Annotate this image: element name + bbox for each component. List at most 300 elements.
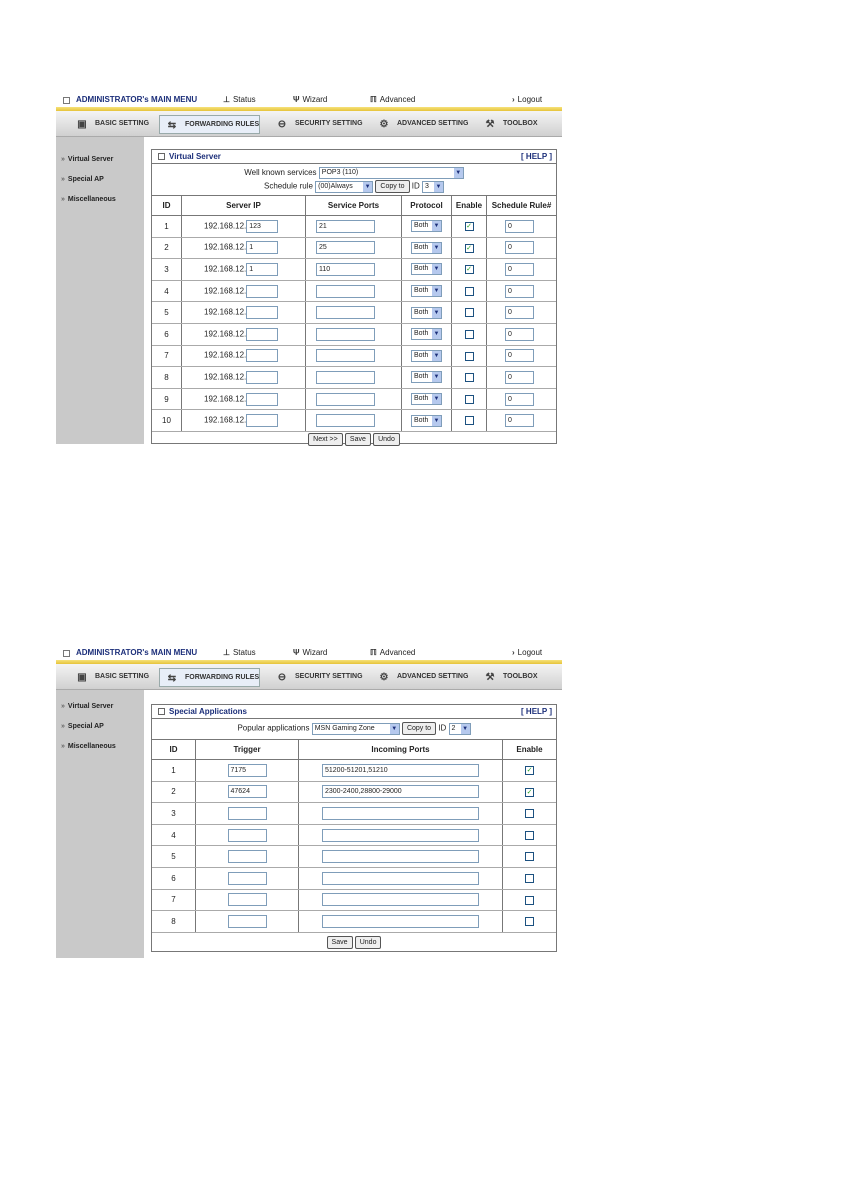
status-icon: ⊥ bbox=[223, 648, 230, 657]
protocol-cell bbox=[402, 302, 452, 324]
table-row bbox=[152, 760, 556, 782]
server-ip-cell bbox=[182, 345, 306, 367]
top-menu-bar bbox=[56, 93, 562, 107]
well-known-label: Well known services bbox=[244, 168, 317, 178]
table-row bbox=[152, 323, 556, 345]
help-link[interactable]: [ HELP ] bbox=[521, 152, 552, 161]
enable-checkbox[interactable]: ✓ bbox=[526, 766, 533, 774]
forwarding-icon: ⇆ bbox=[167, 120, 177, 132]
table-header-row bbox=[152, 196, 556, 216]
id-select[interactable]: 3 ▼ bbox=[422, 181, 444, 193]
server-ip-input[interactable]: 1 bbox=[246, 241, 278, 254]
trigger-cell bbox=[196, 803, 299, 825]
row-id: 3 bbox=[152, 259, 182, 281]
tab-basic-setting[interactable]: ▣ BASIC SETTING bbox=[70, 115, 149, 132]
sidebar-item-special-ap[interactable]: » Special AP bbox=[61, 723, 104, 730]
incoming-ports-cell bbox=[299, 846, 503, 868]
table-row bbox=[152, 410, 556, 432]
server-ip-input[interactable]: 1 bbox=[246, 263, 278, 276]
schedule-rule-input[interactable]: 0 bbox=[505, 349, 534, 362]
col-server-ip: Server IP bbox=[182, 196, 306, 216]
row-id: 1 bbox=[152, 216, 182, 238]
protocol-cell bbox=[402, 280, 452, 302]
row-id: 9 bbox=[152, 388, 182, 410]
service-ports-cell bbox=[306, 345, 402, 367]
server-ip-input[interactable]: 123 bbox=[246, 220, 278, 233]
service-ports-cell bbox=[306, 367, 402, 389]
table-row bbox=[152, 367, 556, 389]
protocol-select[interactable]: Both ▼ bbox=[411, 328, 442, 340]
protocol-select[interactable]: Both ▼ bbox=[411, 285, 442, 297]
tab-bar bbox=[56, 664, 562, 690]
panel-title: Special Applications bbox=[169, 707, 247, 716]
schedule-rule-cell bbox=[487, 259, 557, 281]
id-label: ID bbox=[438, 723, 447, 733]
ip-prefix: 192.168.12. bbox=[204, 329, 247, 339]
header-square-icon bbox=[158, 708, 165, 715]
trigger-input[interactable] bbox=[228, 872, 267, 885]
well-known-select[interactable]: POP3 (110) ▼ bbox=[319, 167, 464, 179]
protocol-select[interactable]: Both ▼ bbox=[411, 350, 442, 362]
trigger-cell bbox=[196, 824, 299, 846]
enable-cell bbox=[503, 889, 557, 911]
trigger-input[interactable] bbox=[228, 915, 267, 928]
tab-forwarding-rules[interactable]: ⇆ FORWARDING RULES bbox=[159, 115, 260, 134]
service-ports-input[interactable] bbox=[316, 328, 375, 341]
service-ports-input[interactable] bbox=[316, 306, 375, 319]
wizard-link[interactable]: Ψ Wizard bbox=[293, 95, 328, 104]
popular-apps-row bbox=[152, 719, 556, 739]
tab-security-setting[interactable]: ⊖ SECURITY SETTING bbox=[270, 668, 363, 685]
sidebar bbox=[56, 137, 144, 444]
ip-prefix: 192.168.12. bbox=[204, 221, 247, 231]
chevron-down-icon: ▼ bbox=[435, 183, 442, 190]
schedule-rule-cell bbox=[487, 302, 557, 324]
tab-forwarding-rules[interactable]: ⇆ FORWARDING RULES bbox=[159, 668, 260, 687]
enable-checkbox[interactable] bbox=[465, 308, 474, 317]
table-row bbox=[152, 803, 556, 825]
enable-cell bbox=[452, 280, 487, 302]
enable-cell bbox=[503, 867, 557, 889]
enable-checkbox[interactable]: ✓ bbox=[466, 244, 472, 252]
schedule-rule-cell bbox=[487, 388, 557, 410]
protocol-cell bbox=[402, 323, 452, 345]
chevron-down-icon: ▼ bbox=[433, 244, 440, 251]
server-ip-cell bbox=[182, 302, 306, 324]
advanced-link[interactable]: ℿ Advanced bbox=[370, 95, 416, 104]
chevron-down-icon: ▼ bbox=[433, 331, 440, 338]
panel-header bbox=[152, 705, 556, 719]
chevron-down-icon: ▼ bbox=[391, 725, 398, 732]
trigger-cell bbox=[196, 846, 299, 868]
row-id: 5 bbox=[152, 302, 182, 324]
schedule-rule-cell bbox=[487, 323, 557, 345]
server-ip-input[interactable] bbox=[246, 349, 278, 362]
incoming-ports-input[interactable] bbox=[322, 872, 479, 885]
schedule-rule-cell bbox=[487, 280, 557, 302]
well-known-row bbox=[152, 164, 556, 180]
table-row bbox=[152, 824, 556, 846]
service-ports-cell bbox=[306, 302, 402, 324]
service-ports-input[interactable] bbox=[316, 393, 375, 406]
copy-to-button[interactable]: Copy to bbox=[402, 722, 436, 735]
trigger-cell bbox=[196, 760, 299, 782]
enable-checkbox[interactable]: ✓ bbox=[526, 788, 533, 796]
status-link[interactable]: ⊥ Status bbox=[223, 95, 256, 104]
id-select[interactable]: 2 ▼ bbox=[449, 723, 471, 735]
protocol-select[interactable]: Both ▼ bbox=[411, 371, 442, 383]
save-button[interactable]: Save bbox=[345, 433, 371, 446]
chevron-down-icon: ▼ bbox=[433, 396, 440, 403]
chevron-down-icon: ▼ bbox=[433, 417, 440, 424]
schedule-select[interactable]: (00)Always ▼ bbox=[315, 181, 373, 193]
table-row bbox=[152, 280, 556, 302]
enable-checkbox[interactable] bbox=[525, 852, 534, 861]
row-id: 7 bbox=[152, 889, 196, 911]
table-row bbox=[152, 889, 556, 911]
security-icon: ⊖ bbox=[277, 119, 287, 131]
service-ports-cell bbox=[306, 388, 402, 410]
wizard-link[interactable]: Ψ Wizard bbox=[293, 648, 328, 657]
special-applications-screen bbox=[56, 646, 562, 958]
row-id: 7 bbox=[152, 345, 182, 367]
enable-checkbox[interactable] bbox=[465, 373, 474, 382]
enable-cell bbox=[503, 824, 557, 846]
server-ip-cell bbox=[182, 410, 306, 432]
incoming-ports-input[interactable] bbox=[322, 893, 479, 906]
wizard-icon: Ψ bbox=[293, 648, 300, 657]
popular-apps-select[interactable]: MSN Gaming Zone ▼ bbox=[312, 723, 400, 735]
enable-checkbox[interactable] bbox=[525, 917, 534, 926]
advanced-icon: ℿ bbox=[370, 95, 377, 104]
panel-title: Virtual Server bbox=[169, 152, 221, 161]
server-ip-input[interactable] bbox=[246, 328, 278, 341]
top-menu-bar bbox=[56, 646, 562, 660]
row-id: 1 bbox=[152, 760, 196, 782]
table-header-row bbox=[152, 740, 556, 760]
ip-prefix: 192.168.12. bbox=[204, 415, 247, 425]
incoming-ports-cell bbox=[299, 824, 503, 846]
chevron-down-icon: ▼ bbox=[364, 183, 371, 190]
enable-checkbox[interactable] bbox=[525, 874, 534, 883]
trigger-input[interactable] bbox=[228, 829, 267, 842]
table-row bbox=[152, 911, 556, 933]
enable-checkbox[interactable] bbox=[465, 287, 474, 296]
table-row bbox=[152, 259, 556, 281]
trigger-cell bbox=[196, 911, 299, 933]
trigger-input[interactable]: 7175 bbox=[228, 764, 267, 777]
enable-cell bbox=[452, 216, 487, 238]
protocol-cell bbox=[402, 216, 452, 238]
row-id: 8 bbox=[152, 911, 196, 933]
row-id: 2 bbox=[152, 237, 182, 259]
tab-advanced-setting[interactable]: ⚙ ADVANCED SETTING bbox=[372, 115, 468, 132]
schedule-rule-cell bbox=[487, 216, 557, 238]
incoming-ports-input[interactable] bbox=[322, 915, 479, 928]
menu-square-icon bbox=[63, 97, 70, 104]
schedule-rule-input[interactable]: 0 bbox=[505, 371, 534, 384]
server-ip-input[interactable] bbox=[246, 306, 278, 319]
enable-checkbox[interactable] bbox=[525, 809, 534, 818]
next-button[interactable]: Next >> bbox=[308, 433, 343, 446]
chevron-down-icon: ▼ bbox=[433, 223, 440, 230]
server-ip-cell bbox=[182, 367, 306, 389]
col-protocol: Protocol bbox=[402, 196, 452, 216]
incoming-ports-input[interactable] bbox=[322, 807, 479, 820]
schedule-rule-cell bbox=[487, 367, 557, 389]
service-ports-cell bbox=[306, 410, 402, 432]
trigger-cell bbox=[196, 781, 299, 803]
row-id: 3 bbox=[152, 803, 196, 825]
trigger-cell bbox=[196, 889, 299, 911]
enable-cell bbox=[452, 345, 487, 367]
server-ip-input[interactable] bbox=[246, 371, 278, 384]
trigger-input[interactable] bbox=[228, 893, 267, 906]
server-ip-cell bbox=[182, 323, 306, 345]
incoming-ports-input[interactable] bbox=[322, 850, 479, 863]
incoming-ports-input[interactable]: 51200-51201,51210 bbox=[322, 764, 479, 777]
sidebar-item-miscellaneous[interactable]: » Miscellaneous bbox=[61, 743, 116, 750]
enable-cell bbox=[452, 388, 487, 410]
chevron-down-icon: ▼ bbox=[433, 288, 440, 295]
chevron-down-icon: ▼ bbox=[433, 374, 440, 381]
panel-header bbox=[152, 150, 556, 164]
trigger-input[interactable] bbox=[228, 807, 267, 820]
enable-cell bbox=[452, 367, 487, 389]
virtual-server-screen bbox=[56, 93, 562, 444]
service-ports-input[interactable] bbox=[316, 349, 375, 362]
trigger-input[interactable]: 47624 bbox=[228, 785, 267, 798]
schedule-rule-input[interactable]: 0 bbox=[505, 328, 534, 341]
service-ports-input[interactable]: 110 bbox=[316, 263, 375, 276]
ip-prefix: 192.168.12. bbox=[204, 286, 247, 296]
enable-checkbox[interactable]: ✓ bbox=[466, 222, 472, 230]
toolbox-icon: ⚒ bbox=[485, 119, 495, 131]
sidebar-item-special-ap[interactable]: » Special AP bbox=[61, 176, 104, 183]
admin-menu-title[interactable]: ADMINISTRATOR's MAIN MENU bbox=[76, 95, 198, 104]
help-link[interactable]: [ HELP ] bbox=[521, 707, 552, 716]
chevron-down-icon: ▼ bbox=[433, 266, 440, 273]
status-link[interactable]: ⊥ Status bbox=[223, 648, 256, 657]
schedule-rule-input[interactable]: 0 bbox=[505, 285, 534, 298]
protocol-cell bbox=[402, 367, 452, 389]
enable-checkbox[interactable] bbox=[525, 831, 534, 840]
ip-prefix: 192.168.12. bbox=[204, 243, 247, 252]
protocol-cell bbox=[402, 237, 452, 259]
chevron-down-icon: ▼ bbox=[462, 725, 469, 732]
tab-bar bbox=[56, 111, 562, 137]
row-id: 2 bbox=[152, 781, 196, 803]
schedule-rule-input[interactable]: 0 bbox=[505, 414, 534, 427]
special-applications-table bbox=[152, 739, 556, 933]
table-row bbox=[152, 388, 556, 410]
forwarding-icon: ⇆ bbox=[167, 673, 177, 685]
trigger-cell bbox=[196, 867, 299, 889]
schedule-rule-input[interactable]: 0 bbox=[505, 306, 534, 319]
incoming-ports-cell bbox=[299, 889, 503, 911]
basic-setting-icon: ▣ bbox=[77, 672, 87, 684]
sidebar-item-virtual-server[interactable]: » Virtual Server bbox=[61, 703, 114, 710]
service-ports-cell bbox=[306, 216, 402, 238]
col-enable: Enable bbox=[503, 740, 557, 760]
server-ip-cell bbox=[182, 259, 306, 281]
logout-link[interactable]: › Logout bbox=[512, 95, 543, 104]
tab-security-setting[interactable]: ⊖ SECURITY SETTING bbox=[270, 115, 363, 132]
incoming-ports-cell bbox=[299, 911, 503, 933]
server-ip-input[interactable] bbox=[246, 414, 278, 427]
protocol-select[interactable]: Both ▼ bbox=[411, 415, 442, 427]
ip-prefix: 192.168.12. bbox=[204, 372, 247, 382]
col-incoming-ports: Incoming Ports bbox=[299, 740, 503, 760]
service-ports-cell bbox=[306, 259, 402, 281]
id-label: ID bbox=[411, 181, 420, 191]
undo-button[interactable]: Undo bbox=[355, 936, 382, 949]
protocol-cell bbox=[402, 388, 452, 410]
server-ip-cell bbox=[182, 388, 306, 410]
schedule-row bbox=[152, 180, 556, 195]
table-row bbox=[152, 846, 556, 868]
schedule-rule-input[interactable]: 0 bbox=[505, 393, 534, 406]
schedule-rule-cell bbox=[487, 237, 557, 259]
row-id: 6 bbox=[152, 867, 196, 889]
enable-cell bbox=[503, 803, 557, 825]
vs-footer bbox=[152, 432, 556, 448]
service-ports-input[interactable] bbox=[316, 414, 375, 427]
protocol-cell bbox=[402, 410, 452, 432]
incoming-ports-cell bbox=[299, 781, 503, 803]
table-row bbox=[152, 345, 556, 367]
server-ip-input[interactable] bbox=[246, 285, 278, 298]
enable-cell bbox=[503, 911, 557, 933]
advanced-icon: ℿ bbox=[370, 648, 377, 657]
chevron-down-icon: ▼ bbox=[433, 352, 440, 359]
enable-checkbox[interactable] bbox=[525, 896, 534, 905]
incoming-ports-cell bbox=[299, 760, 503, 782]
ip-prefix: 192.168.12. bbox=[204, 350, 247, 360]
header-square-icon bbox=[158, 153, 165, 160]
service-ports-cell bbox=[306, 280, 402, 302]
sa-footer bbox=[152, 933, 556, 953]
col-trigger: Trigger bbox=[196, 740, 299, 760]
sidebar bbox=[56, 690, 144, 958]
row-id: 10 bbox=[152, 410, 182, 432]
schedule-rule-cell bbox=[487, 410, 557, 432]
enable-checkbox[interactable] bbox=[465, 416, 474, 425]
schedule-rule-input[interactable]: 0 bbox=[505, 220, 534, 233]
service-ports-input[interactable]: 25 bbox=[316, 241, 375, 254]
col-id: ID bbox=[152, 740, 196, 760]
advanced-setting-icon: ⚙ bbox=[379, 672, 389, 684]
advanced-setting-icon: ⚙ bbox=[379, 119, 389, 131]
enable-cell bbox=[452, 302, 487, 324]
enable-cell bbox=[503, 760, 557, 782]
menu-square-icon bbox=[63, 650, 70, 657]
ip-prefix: 192.168.12. bbox=[204, 307, 247, 317]
protocol-select[interactable]: Both ▼ bbox=[411, 307, 442, 319]
advanced-link[interactable]: ℿ Advanced bbox=[370, 648, 416, 657]
enable-checkbox[interactable]: ✓ bbox=[466, 266, 472, 274]
trigger-input[interactable] bbox=[228, 850, 267, 863]
row-id: 4 bbox=[152, 824, 196, 846]
service-ports-cell bbox=[306, 323, 402, 345]
wizard-icon: Ψ bbox=[293, 95, 300, 104]
enable-cell bbox=[503, 781, 557, 803]
enable-checkbox[interactable] bbox=[465, 330, 474, 339]
incoming-ports-input[interactable] bbox=[322, 829, 479, 842]
table-row bbox=[152, 216, 556, 238]
protocol-select[interactable]: Both ▼ bbox=[411, 393, 442, 405]
enable-checkbox[interactable] bbox=[465, 352, 474, 361]
logout-link[interactable]: › Logout bbox=[512, 648, 543, 657]
ip-prefix: 192.168.12. bbox=[204, 394, 247, 404]
admin-menu-title[interactable]: ADMINISTRATOR's MAIN MENU bbox=[76, 648, 198, 657]
sidebar-item-miscellaneous[interactable]: » Miscellaneous bbox=[61, 196, 116, 203]
ip-prefix: 192.168.12. bbox=[204, 264, 247, 274]
protocol-select[interactable]: Both ▼ bbox=[411, 263, 442, 275]
incoming-ports-cell bbox=[299, 867, 503, 889]
basic-setting-icon: ▣ bbox=[77, 119, 87, 131]
protocol-cell bbox=[402, 345, 452, 367]
tab-toolbox[interactable]: ⚒ TOOLBOX bbox=[478, 115, 537, 132]
enable-cell bbox=[452, 237, 487, 259]
save-button[interactable]: Save bbox=[327, 936, 353, 949]
table-row bbox=[152, 302, 556, 324]
copy-to-button[interactable]: Copy to bbox=[375, 180, 409, 193]
virtual-server-panel bbox=[151, 149, 557, 444]
tab-advanced-setting[interactable]: ⚙ ADVANCED SETTING bbox=[372, 668, 468, 685]
undo-button[interactable]: Undo bbox=[373, 433, 400, 446]
security-icon: ⊖ bbox=[277, 672, 287, 684]
col-enable: Enable bbox=[452, 196, 487, 216]
table-row bbox=[152, 237, 556, 259]
service-ports-input[interactable] bbox=[316, 371, 375, 384]
service-ports-input[interactable] bbox=[316, 285, 375, 298]
service-ports-cell bbox=[306, 237, 402, 259]
service-ports-input[interactable]: 21 bbox=[316, 220, 375, 233]
toolbox-icon: ⚒ bbox=[485, 672, 495, 684]
status-icon: ⊥ bbox=[223, 95, 230, 104]
logout-arrow-icon: › bbox=[512, 648, 515, 657]
server-ip-cell bbox=[182, 237, 306, 259]
protocol-select[interactable]: Both ▼ bbox=[411, 220, 442, 232]
protocol-select[interactable]: Both ▼ bbox=[411, 242, 442, 254]
enable-cell bbox=[452, 323, 487, 345]
special-applications-panel bbox=[151, 704, 557, 952]
row-id: 5 bbox=[152, 846, 196, 868]
server-ip-input[interactable] bbox=[246, 393, 278, 406]
incoming-ports-input[interactable]: 2300-2400,28800-29000 bbox=[322, 785, 479, 798]
schedule-label: Schedule rule bbox=[264, 181, 313, 191]
logout-arrow-icon: › bbox=[512, 95, 515, 104]
schedule-rule-input[interactable]: 0 bbox=[505, 241, 534, 254]
schedule-rule-cell bbox=[487, 345, 557, 367]
enable-cell bbox=[452, 259, 487, 281]
col-schedule-rule: Schedule Rule# bbox=[487, 196, 557, 216]
protocol-cell bbox=[402, 259, 452, 281]
popular-apps-label: Popular applications bbox=[237, 723, 310, 733]
virtual-server-table bbox=[152, 195, 556, 432]
enable-checkbox[interactable] bbox=[465, 395, 474, 404]
col-id: ID bbox=[152, 196, 182, 216]
tab-basic-setting[interactable]: ▣ BASIC SETTING bbox=[70, 668, 149, 685]
server-ip-cell bbox=[182, 280, 306, 302]
row-id: 8 bbox=[152, 367, 182, 389]
server-ip-cell bbox=[182, 216, 306, 238]
tab-toolbox[interactable]: ⚒ TOOLBOX bbox=[478, 668, 537, 685]
sidebar-item-virtual-server[interactable]: » Virtual Server bbox=[61, 156, 114, 163]
schedule-rule-input[interactable]: 0 bbox=[505, 263, 534, 276]
col-service-ports: Service Ports bbox=[306, 196, 402, 216]
